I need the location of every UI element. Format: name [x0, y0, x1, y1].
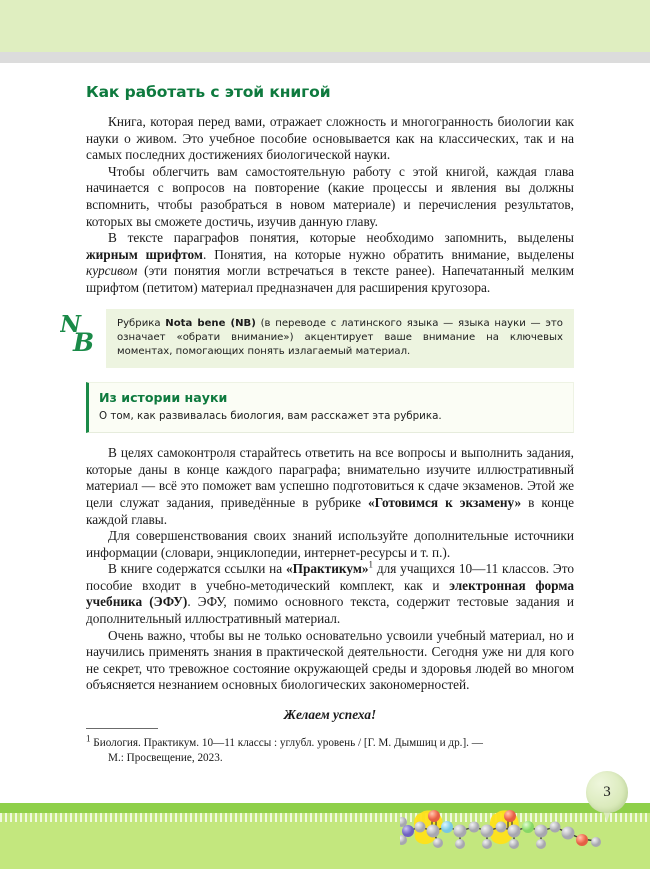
history-of-science-rubric [86, 382, 574, 433]
paragraph-importance: Очень важно, чтобы вы не только основательно усвоили учебный материал, но и научились применять знания в практической деятельности. Сегодня уже ни для кого не секрет, что тревожное состояние окружающей среды и здоровья людей во многом объясняется незнанием основных биологических закономерностей. [86, 627, 574, 693]
para6-bold-efu: электронная форма учебника (ЭФУ) [86, 577, 574, 610]
page-number-balloon [586, 771, 628, 823]
footnote-block [86, 728, 574, 766]
page-content-area [0, 63, 650, 803]
paragraph-self-check [86, 445, 574, 528]
para6-lead: В книге содержатся ссылки на [108, 561, 286, 577]
page-number: 3 [603, 783, 611, 800]
para3-tail: (эти понятия могли встречаться в тексте ранее). Напечатанный мелким шрифтом (петитом) материал предназначен для расширения кругозора. [86, 263, 574, 295]
footnote-number: 1 [86, 733, 91, 744]
nb-tail: (в переводе с латинского языка — языка науки — это означает «обрати внимание») акцентирует ваше внимание на ключевых моментах, помогающих понять излагаемый материал. [117, 317, 563, 357]
para3-bold-term: жирным шрифтом [86, 246, 203, 262]
page-title: Как работать с этой книгой [86, 83, 331, 101]
nota-bene-text [117, 317, 563, 360]
text-column [60, 83, 575, 723]
paragraph-typography-key [86, 230, 574, 296]
svg-text:N: N [60, 310, 82, 338]
nb-term: Nota bene (NB) [165, 317, 256, 329]
nota-bene-rubric [60, 309, 574, 369]
closing-wish: Желаем успеха! [283, 707, 377, 723]
nota-bene-box [106, 309, 574, 369]
nb-monogram-icon [60, 311, 104, 357]
bottom-decorative-band [0, 783, 650, 869]
top-decorative-green-band [0, 0, 650, 52]
history-rubric-title: Из истории науки [99, 390, 228, 406]
history-rubric-text: О том, как развивалась биология, вам расскажет эта рубрика. [99, 410, 442, 423]
para6-bold-practicum: «Практикум» [285, 561, 369, 577]
nb-lead: Рубрика [117, 317, 166, 329]
para6-mid: для учащихся 10—11 классов. Это пособие входит в учебно-методический комплект, как и [86, 561, 574, 593]
paragraph-chapter-structure: Чтобы облегчить вам самостоятельную работу с этой книгой, каждая глава начинается с вопросов на повторение (какие процессы и явления вы должны вспомнить, чтобы разобраться в новом материале) и перечисления результатов, которых вы сможете достичь, изучив данную главу. [86, 163, 574, 229]
para3-lead: В тексте параграфов понятия, которые необходимо запомнить, выделены [108, 230, 574, 246]
paragraph-intro: Книга, которая перед вами, отражает сложность и многогранность биологии как науки о живом. Это учебное пособие основывается как на классических, так и на самых последних достижениях биологической науки. [86, 114, 574, 163]
paragraph-extra-sources: Для совершенствования своих знаний используйте дополнительные источники информации (словари, энциклопедии, интернет-ресурсы и т. п.). [86, 528, 574, 560]
para4-bold-rubric: «Готовимся к экзамену» [368, 494, 522, 510]
footnote-entry [86, 733, 574, 766]
paragraph-group-lower [86, 445, 574, 723]
footnote-line-2: М.: Просвещение, 2023. [108, 752, 223, 764]
para3-mid: . Понятия, на которые нужно обратить внимание, выделены [202, 246, 575, 262]
para6-tail: . ЭФУ, помимо основного текста, содержит тестовые задания и дополнительный иллюстративный материал. [86, 594, 574, 627]
footnote-reference-marker[interactable]: 1 [368, 559, 374, 570]
para4-lead: В целях самоконтроля старайтесь ответить на все вопросы и выполнить задания, которые даны в конце каждого параграфа; внимательно изучите иллюстративный материал — всё это поможет вам успешно подготовиться к сдаче экзаменов. Этой же цели служат задания, приведённые в рубрике [86, 445, 574, 510]
footnote-separator-rule [86, 728, 158, 729]
para4-tail: в конце каждой главы. [86, 494, 574, 527]
svg-text:B: B [73, 327, 95, 357]
footnote-line-1: Биология. Практикум. 10—11 классы : углубл. уровень / [Г. М. Дымшиц и др.]. — [93, 737, 483, 749]
paragraph-practicum [86, 561, 574, 627]
para3-italic-term: курсивом [86, 263, 138, 279]
top-grey-rule [0, 52, 650, 63]
